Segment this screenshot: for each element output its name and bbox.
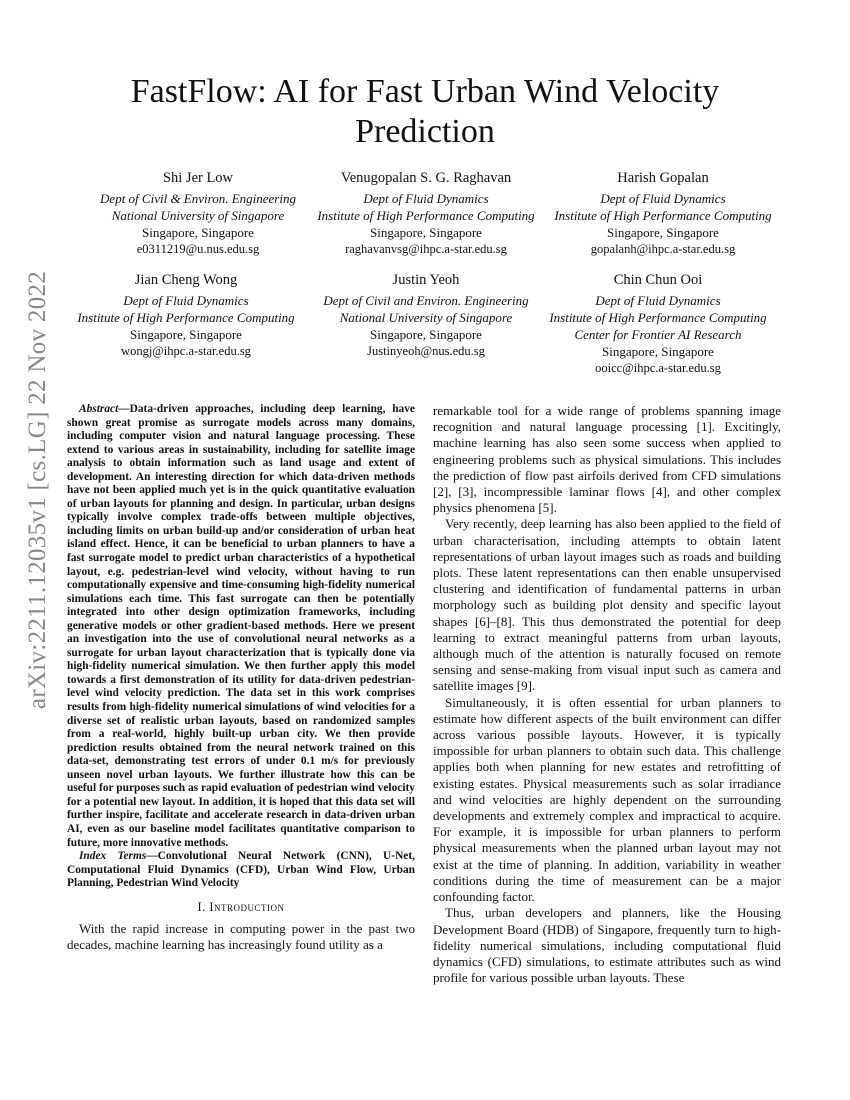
author-name: Justin Yeoh (392, 272, 460, 288)
intro-paragraph: Thus, urban developers and planners, like the Housing Development Board (HDB) of Singapore, frequently turn to high-fidelity numerical simulations, including computational fluid dynamics (CFD) simulations, to estimate attributes such as wind profile for various possible urban layouts. These (433, 905, 781, 986)
author-department: Dept of Fluid Dynamics (595, 293, 721, 308)
author-block (291, 168, 561, 258)
paper-title: FastFlow: AI for Fast Urban Wind Velocity Prediction (130, 73, 720, 150)
author-email: gopalanh@ihpc.a-star.edu.sg (590, 242, 736, 256)
arxiv-identifier-text: arXiv:2211.12035v1 [cs.LG] 22 Nov 2022 (24, 270, 52, 710)
author-block (68, 168, 328, 258)
intro-paragraph: remarkable tool for a wide range of problems spanning image recognition and natural language processing [1]. Excitingly, machine learning has also seen some success when applied to engineering problems such as physical simulations. This includes the prediction of flow past airfoils derived from CFD simulations [2], [3], incompressible laminar flows [4], and other complex physics phenomena [5]. (433, 403, 781, 516)
author-location: Singapore, Singapore (370, 225, 482, 240)
author-email: Justinyeoh@nus.edu.sg (367, 344, 485, 358)
left-column (67, 403, 415, 954)
index-terms (67, 850, 415, 891)
author-block (533, 168, 793, 258)
section-heading: I. Introduction (197, 899, 285, 914)
author-location: Singapore, Singapore (370, 327, 482, 342)
author-department: Dept of Fluid Dynamics (363, 191, 489, 206)
author-email: e0311219@u.nus.edu.sg (136, 242, 260, 256)
author-email: raghavanvsg@ihpc.a-star.edu.sg (345, 242, 507, 256)
author-location: Singapore, Singapore (607, 225, 719, 240)
author-location: Singapore, Singapore (602, 344, 714, 359)
author-institution: Institute of High Performance Computing (549, 310, 767, 325)
author-department: Dept of Civil & Environ. Engineering (100, 191, 296, 206)
author-name: Shi Jer Low (162, 170, 234, 186)
author-block (56, 270, 316, 360)
abstract (67, 403, 415, 850)
abstract-text: —Data-driven approaches, including deep learning, have shown great promise as surrogate models across many domains, including computer vision and natural language processing. These extend to various areas in sustainability, including for satellite image analysis to obtain information such as land usage and extent of development. An interesting direction for which data-driven methods have not been applied much yet is in the quick quantitative evaluation of urban layouts for planning and design. In particular, urban designs typically involve complex trade-offs between multiple objectives, including limits on urban build-up and/or consideration of urban heat island effect. Hence, it can be beneficial to urban planners to have a fast surrogate model to predict urban characteristics of a hypothetical layout, e.g. pedestrian-level wind velocity, without having to run computationally expensive and time-consuming high-fidelity numerical simulations each time. This fast surrogate can then be potentially integrated into other design optimization frameworks, including generative models or other gradient-based methods. Here we present an investigation into the use of convolutional neural networks as a surrogate for urban layout characterization that is typically done via high-fidelity numerical simulation. We then further apply this model towards a first demonstration of its utility for data-driven pedestrian-level wind velocity prediction. The data set in this work comprises results from high-fidelity numerical simulations of wind velocities for a diverse set of realistic urban layouts, based on randomized samples from a real-world, highly built-up urban city. We then provide prediction results obtained from the neural network trained on this data-set, demonstrating test errors of under 0.1 m/s for previously unseen novel urban layouts. We further illustrate how this can be useful for purposes such as rapid evaluation of pedestrian wind velocity for a potential new layout. In addition, it is hoped that this data set will further inspire, facilitate and accelerate research in data-driven urban AI, even as our baseline model facilitates quantitative comparison to future, more innovative methods. (67, 403, 415, 849)
author-name: Venugopalan S. G. Raghavan (340, 170, 512, 186)
index-terms-lead: Index Terms (79, 850, 147, 863)
author-center: Center for Frontier AI Research (574, 327, 742, 342)
author-institution: National University of Singapore (111, 208, 285, 223)
abstract-lead: Abstract (79, 403, 119, 415)
author-name: Chin Chun Ooi (613, 272, 703, 288)
author-institution: Institute of High Performance Computing (554, 208, 772, 223)
author-department: Dept of Fluid Dynamics (600, 191, 726, 206)
author-institution: Institute of High Performance Computing (317, 208, 535, 223)
arxiv-identifier (20, 270, 56, 710)
author-block (291, 270, 561, 360)
author-location: Singapore, Singapore (130, 327, 242, 342)
author-email: ooicc@ihpc.a-star.edu.sg (595, 361, 721, 375)
author-email: wongj@ihpc.a-star.edu.sg (121, 344, 251, 358)
intro-paragraph: Very recently, deep learning has also been applied to the field of urban characterisation, including attempts to obtain latent representations of urban layout images such as roads and building plots. These latent representations can then enable unsupervised clustering and identification of fundamental patterns in urban morphology such as building plot density and specific layout shapes [6]–[8]. This thus demonstrated the potential for deep learning to extract meaningful patterns from urban layouts, although much of the attention is naturally focused on remote sensing and sense-making from visual input such as camera and satellite images [9]. (433, 516, 781, 694)
author-name: Harish Gopalan (617, 170, 709, 186)
author-institution: Institute of High Performance Computing (77, 310, 295, 325)
author-department: Dept of Civil and Environ. Engineering (323, 293, 529, 308)
author-block (527, 270, 789, 377)
intro-paragraph: With the rapid increase in computing power in the past two decades, machine learning has increasingly found utility as a (67, 921, 415, 953)
intro-paragraph: Simultaneously, it is often essential for urban planners to estimate how different aspects of the built environment can differ across various possible layouts. However, it is typically impossible for urban planners to obtain such data. This challenge applies both when planning for new estates and retrofitting of existing estates. Physical measurements such as solar irradiance and wind velocities are highly dependent on the surrounding developments and extremely complex and impractical to acquire. For example, it is impossible for urban planners to perform physical measurements when the planned urban layout may not exist at the time of planning. In addition, variability in weather conditions during the time of measurement can be a major confounding factor. (433, 694, 781, 905)
author-name: Jian Cheng Wong (134, 272, 238, 288)
author-institution: National University of Singapore (339, 310, 513, 325)
author-department: Dept of Fluid Dynamics (123, 293, 249, 308)
index-terms-text: —Convolutional Neural Network (CNN), U-Net, Computational Fluid Dynamics (CFD), Urban Wind Flow, Urban Planning, Pedestrian Wind Velocity (67, 850, 416, 890)
right-column (433, 403, 781, 986)
author-location: Singapore, Singapore (142, 225, 254, 240)
